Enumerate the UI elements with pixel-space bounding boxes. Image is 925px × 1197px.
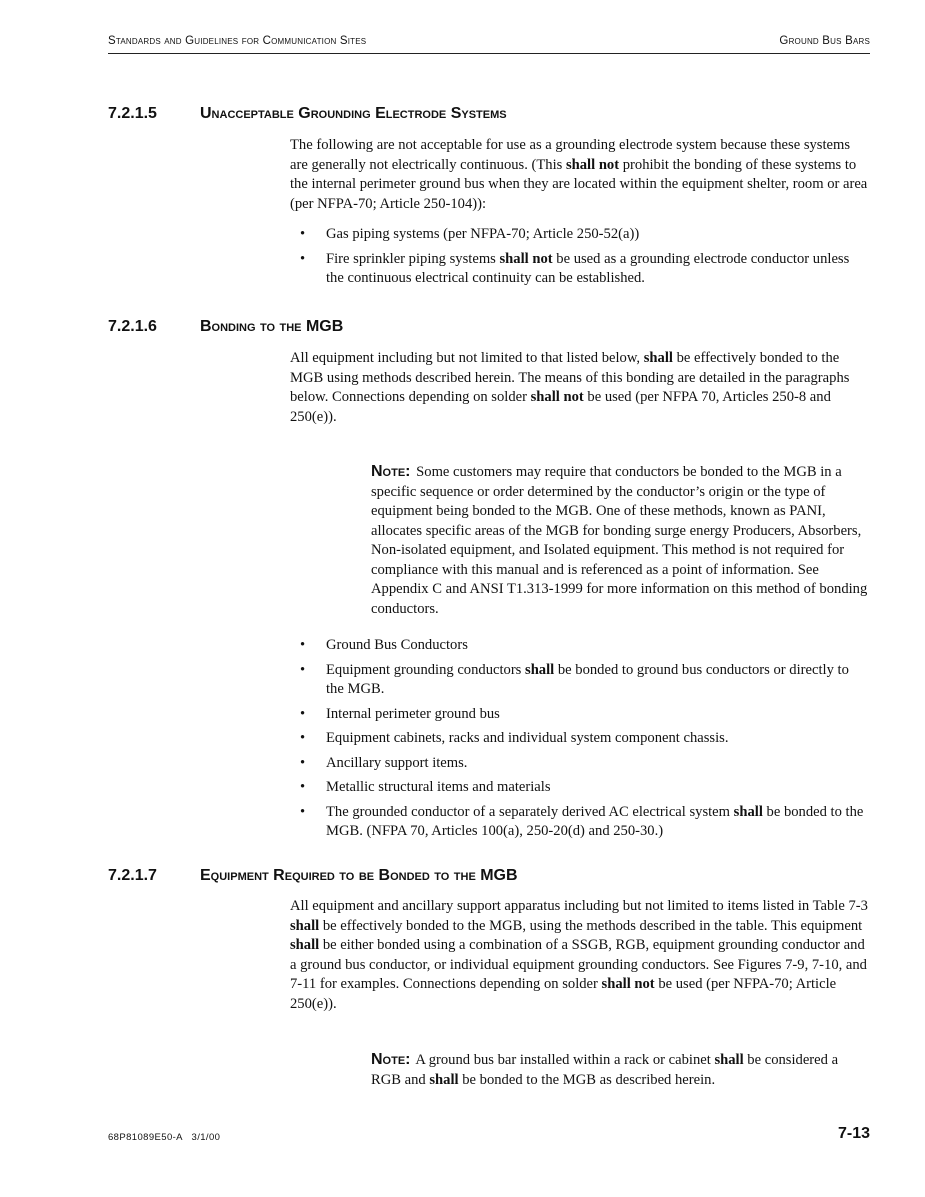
list-item: • Fire sprinkler piping systems shall not be used as a grounding electrode conductor unless the continuous electrical continuity can be established. — [290, 250, 870, 289]
list-item: • Internal perimeter ground bus — [290, 705, 870, 725]
emphasis: shall not — [565, 156, 620, 173]
list-item: • The grounded conductor of a separately derived AC electrical system shall be bonded to the MGB. (NFPA 70, Articles 100(a), 250-20(d) and 250-30.) — [290, 803, 870, 842]
emphasis: shall — [429, 1071, 459, 1088]
list-item: • Equipment grounding conductors shall be bonded to ground bus conductors or directly to the MGB. — [290, 661, 870, 700]
note-text: A ground bus bar installed within a rack or cabinet shall be considered a RGB and shall be bonded to the MGB as described herein. — [371, 1052, 839, 1088]
list-item: • Gas piping systems (per NFPA-70; Article 250-52(a)) — [290, 225, 870, 245]
emphasis: shall not — [499, 250, 553, 267]
section-7-2-1-7-paragraph: All equipment and ancillary support apparatus including but not limited to items listed in Table 7-3 shall be effectively bonded to the MGB, using the methods described in the table. This equipment shall be either bonded using a combination of a SSGB, RGB, equipment grounding conductor and a ground bus conductor, or individual equipment grounding conductors. See Figures 7-9, 7-10, and 7-11 for examples. Connections depending on solder shall not be used (per NFPA-70; Article 250(e)). — [290, 898, 868, 1012]
emphasis: shall not — [530, 389, 584, 405]
note-pani — [371, 462, 871, 619]
note-rgb — [371, 1050, 871, 1090]
emphasis: shall — [525, 661, 555, 678]
emphasis: shall — [290, 937, 320, 953]
section-heading-7-2-1-7 — [108, 867, 870, 885]
emphasis: shall — [290, 917, 320, 934]
section-number: 7.2.1.5 — [108, 105, 157, 122]
section-7-2-1-5-paragraph: The following are not acceptable for use as a grounding electrode system because these systems are generally not electrically continuous. (This shall not prohibit the bonding of these systems to the internal perimeter ground bus when they are located within the equipment shelter, room or area (per NFPA-70; Article 250-104)): — [290, 137, 868, 212]
list-item: • Equipment cabinets, racks and individual system component chassis. — [290, 729, 870, 749]
note-text: Some customers may require that conductors be bonded to the MGB in a specific sequence or order determined by the conductor’s origin or the type of equipment being bonded to the MGB. One of these methods, known as PANI, allocates specific areas of the MGB for bonding surge energy Producers, Absorbers, Non-isolated equipment, and Isolated equipment. This method is not required for compliance with this manual and is referenced as a point of information. See Appendix C and ANSI T1.313-1999 for more information on this method of bonding conductors. — [371, 464, 868, 617]
list-item: • Ancillary support items. — [290, 754, 870, 774]
section-number: 7.2.1.6 — [108, 318, 157, 335]
section-number: 7.2.1.7 — [108, 867, 157, 884]
emphasis: shall not — [601, 976, 655, 992]
section-title: Unacceptable Grounding Electrode Systems — [200, 105, 507, 122]
note-label: Note: — [371, 1051, 411, 1068]
section-heading-7-2-1-5 — [108, 105, 870, 123]
list-item: • Ground Bus Conductors — [290, 636, 870, 656]
list-item: • Metallic structural items and materials — [290, 778, 870, 798]
section-title: Bonding to the MGB — [200, 318, 344, 335]
section-7-2-1-6-bullet-list — [290, 636, 870, 842]
emphasis: shall — [643, 350, 673, 366]
document-id: 68P81089E50-A 3/1/00 — [108, 1132, 221, 1143]
section-7-2-1-5-bullet-list — [290, 225, 870, 289]
page-number: 7-13 — [837, 1125, 870, 1142]
running-header-chapter: Ground Bus Bars — [779, 35, 870, 47]
section-title: Equipment Required to be Bonded to the MGB — [200, 867, 518, 884]
header-rule — [108, 53, 870, 54]
note-label: Note: — [371, 463, 411, 480]
emphasis: shall — [733, 803, 763, 820]
emphasis: shall — [714, 1052, 744, 1068]
running-header-title: Standards and Guidelines for Communication Sites — [108, 35, 367, 47]
section-7-2-1-6-paragraph: All equipment including but not limited to that listed below, shall be effectively bonded to the MGB using methods described herein. The means of this bonding are detailed in the paragraphs below. Connections depending on solder shall not be used (per NFPA 70, Articles 250-8 and 250(e)). — [290, 350, 850, 425]
section-heading-7-2-1-6 — [108, 318, 870, 336]
